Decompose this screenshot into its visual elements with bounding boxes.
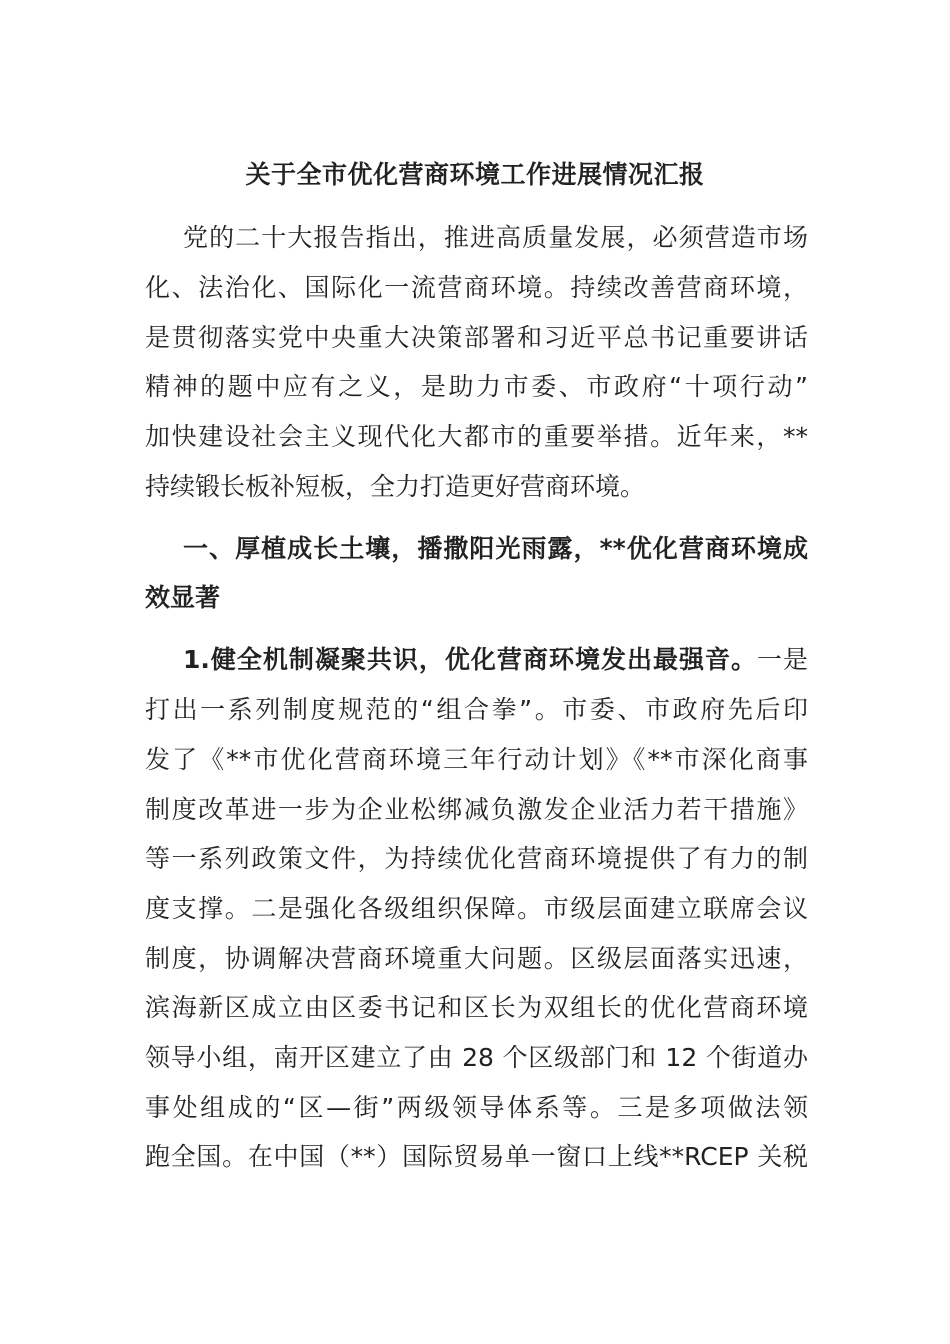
intro-line: 化、法治化、国际化一流营商环境。持续改善营商环境， (145, 273, 808, 302)
intro-line: 持续锻长板补短板，全力打造更好营商环境。 (145, 472, 646, 501)
section1-lead-line (145, 640, 808, 680)
body-line: 领导小组，南开区建立了由 28 个区级部门和 12 个街道办 (145, 1043, 808, 1072)
body-line: 度支撑。二是强化各级组织保障。市级层面建立联席会议 (145, 894, 808, 923)
body-line: 制度改革进一步为企业松绑减负激发企业活力若干措施》 (145, 795, 808, 824)
subsection-heading: 1.健全机制凝聚共识，优化营商环境发出最强音。 (183, 645, 757, 674)
section-heading: 一、厚植成长土壤，播撒阳光雨露，**优化营商环境成 (183, 534, 808, 563)
body-line: 跑全国。在中国（**）国际贸易单一窗口上线**RCEP 关税 (145, 1142, 808, 1171)
lead-text: 一是 (756, 645, 808, 674)
body-line: 滨海新区成立由区委书记和区长为双组长的优化营商环境 (145, 993, 808, 1022)
intro-line: 精神的题中应有之义，是助力市委、市政府“十项行动” (145, 372, 808, 401)
intro-line: 是贯彻落实党中央重大决策部署和习近平总书记重要讲话 (145, 323, 808, 352)
body-line: 等一系列政策文件，为持续优化营商环境提供了有力的制 (145, 844, 808, 873)
body-line: 打出一系列制度规范的“组合拳”。市委、市政府先后印 (145, 695, 808, 724)
body-line: 事处组成的“区—街”两级领导体系等。三是多项做法领 (145, 1093, 808, 1122)
body-line: 发了《**市优化营商环境三年行动计划》《**市深化商事 (145, 745, 808, 774)
body-line: 制度，协调解决营商环境重大问题。区级层面落实迅速， (145, 944, 808, 973)
intro-line: 党的二十大报告指出，推进高质量发展，必须营造市场 (183, 223, 808, 252)
document-title: 关于全市优化营商环境工作进展情况汇报 (245, 160, 705, 189)
intro-line: 加快建设社会主义现代化大都市的重要举措。近年来，** (145, 422, 808, 451)
section-heading: 效显著 (145, 583, 221, 612)
